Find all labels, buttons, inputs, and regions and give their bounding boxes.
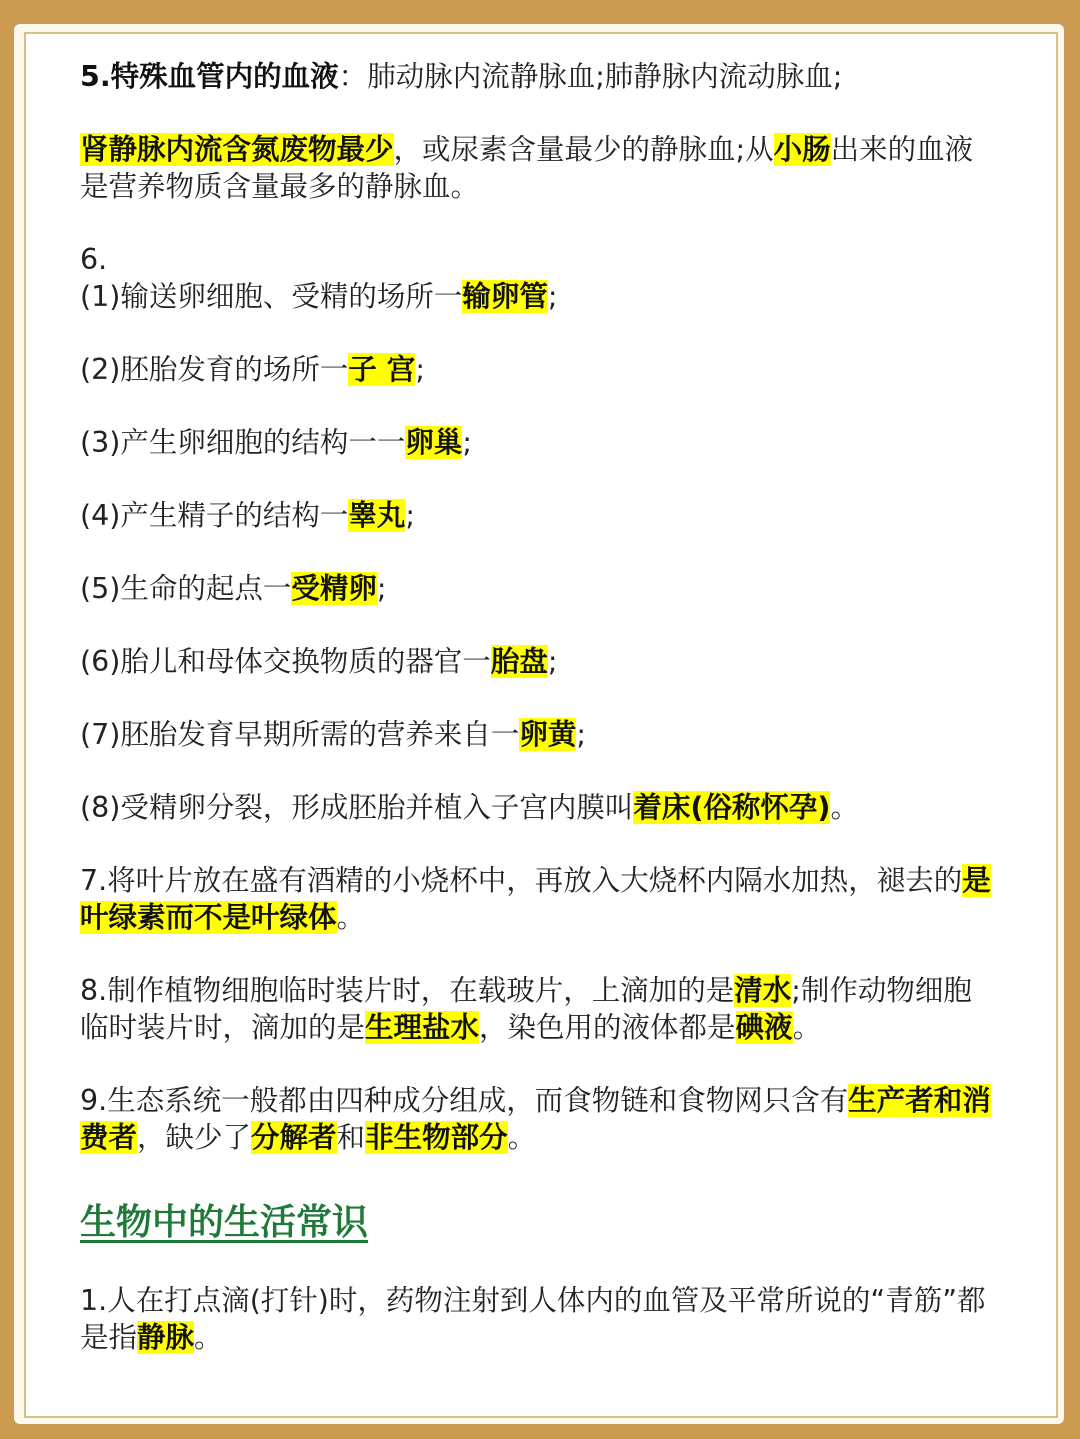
item-9-text-3: 和	[336, 1121, 366, 1154]
line-prefix: (1)输送卵细胞、受精的场所一	[80, 280, 463, 313]
item-8-text-1: 8.制作植物细胞临时装片时，在载玻片，上滴加的是	[80, 974, 735, 1007]
line-suffix: ;	[376, 572, 387, 605]
item-6-number: 6.	[80, 243, 108, 276]
line-answer: 睾丸	[348, 499, 406, 532]
line-answer: 卵巢	[405, 426, 463, 459]
item-5-highlight-2: 小肠	[773, 133, 831, 166]
item-8-highlight-3: 碘液	[735, 1011, 793, 1044]
line-suffix: ;	[547, 280, 558, 313]
item-6-line-5	[80, 570, 1000, 607]
item-9-highlight-3: 非生物部分	[365, 1121, 508, 1154]
line-prefix: (5)生命的起点一	[80, 572, 292, 605]
line-answer: 卵黄	[519, 718, 577, 751]
item-7-highlight: 是叶绿素而不是叶绿体	[80, 864, 991, 934]
item-6-line-2	[80, 351, 1000, 388]
line-prefix: (7)胚胎发育早期所需的营养来自一	[80, 718, 520, 751]
line-answer: 输卵管	[462, 280, 548, 313]
item-8-highlight-1: 清水	[734, 974, 792, 1007]
item-6-line-6	[80, 643, 1000, 680]
item-5-text-3: 出来的血液是营养物质含量最多的静脉血。	[80, 133, 974, 203]
section-heading: 生物中的生活常识	[80, 1202, 369, 1243]
life-item-1-text: 1.人在打点滴(打针)时，药物注射到人体内的血管及平常所说的“青筋”都是指	[80, 1284, 986, 1354]
item-6-line-3	[80, 424, 1000, 461]
line-suffix: ;	[462, 426, 472, 459]
item-6-line-1	[80, 278, 1000, 315]
line-suffix: ;	[415, 353, 425, 386]
line-prefix: (3)产生卵细胞的结构一一	[80, 426, 406, 459]
line-answer: 受精卵	[291, 572, 377, 605]
item-6-line-4	[80, 497, 1000, 534]
line-prefix: (8)受精卵分裂，形成胚胎并植入子宫内膜叫	[80, 791, 634, 824]
item-5-highlight-1: 肾静脉内流含氮废物最少	[80, 133, 394, 166]
item-8-text-3: ，染色用的液体都是	[479, 1011, 736, 1044]
item-5-line-1	[80, 58, 1000, 95]
line-suffix: ;	[547, 645, 558, 678]
line-suffix: ;	[576, 718, 586, 751]
item-8	[80, 972, 1000, 1046]
line-answer: 着床(俗称怀孕)	[633, 791, 831, 824]
line-prefix: (4)产生精子的结构一	[80, 499, 349, 532]
item-9-text-2: ，缺少了	[137, 1121, 252, 1154]
item-9-highlight-1: 生产者和消费者	[80, 1084, 991, 1154]
life-item-1	[80, 1282, 1000, 1356]
item-9	[80, 1082, 1000, 1156]
line-prefix: (2)胚胎发育的场所一	[80, 353, 349, 386]
item-6-line-7	[80, 716, 1000, 753]
item-5-title: 5.特殊血管内的血液	[80, 60, 339, 93]
item-8-text-2: ;制作动物细胞临时装片时，滴加的是	[80, 974, 972, 1044]
item-8-text-4: 。	[792, 1011, 822, 1044]
item-5-colon: ：	[338, 60, 368, 93]
item-5-text: 肺动脉内流静脉血;肺静脉内流动脉血;	[367, 60, 843, 93]
life-item-1-highlight: 静脉	[137, 1321, 195, 1354]
item-9-text-4: 。	[507, 1121, 537, 1154]
line-answer: 子 宫	[348, 353, 416, 386]
item-7-text: 7.将叶片放在盛有酒精的小烧杯中，再放入大烧杯内隔水加热，褪去的	[80, 864, 963, 897]
item-7	[80, 862, 1000, 936]
line-answer: 胎盘	[490, 645, 548, 678]
item-6-line-8	[80, 789, 1000, 826]
line-suffix: ;	[405, 499, 415, 532]
item-7-end: 。	[336, 901, 366, 934]
life-item-1-end: 。	[194, 1321, 223, 1354]
item-5-line-2	[80, 131, 1000, 205]
item-5-text-2: ，或尿素含量最少的静脉血;从	[393, 133, 774, 166]
line-prefix: (6)胎儿和母体交换物质的器官一	[80, 645, 491, 678]
note-content	[80, 58, 1000, 1356]
item-8-highlight-2: 生理盐水	[365, 1011, 480, 1044]
item-9-highlight-2: 分解者	[251, 1121, 337, 1154]
item-9-text-1: 9.生态系统一般都由四种成分组成，而食物链和食物网只含有	[80, 1084, 849, 1117]
line-suffix: 。	[830, 791, 859, 824]
